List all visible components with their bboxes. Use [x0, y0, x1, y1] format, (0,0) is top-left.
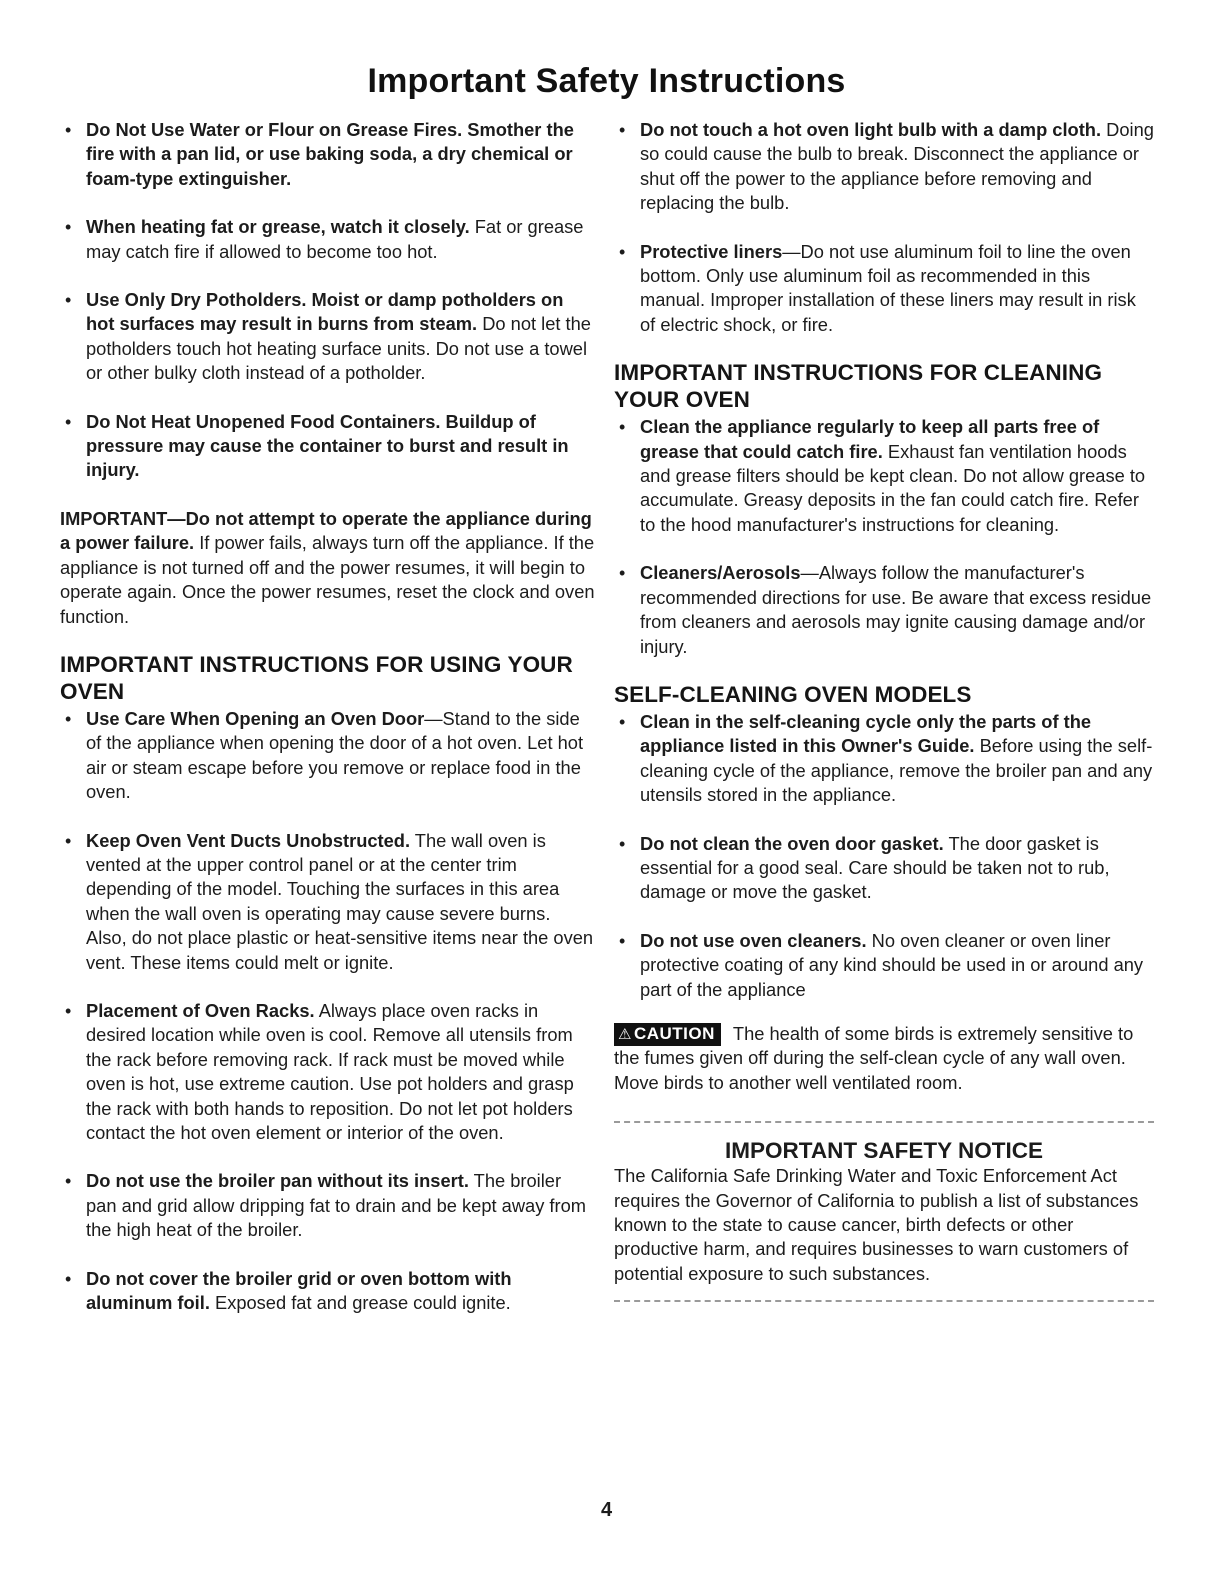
- bullet-icon: •: [619, 711, 626, 732]
- item-text: The door gasket is essential for a good seal. Care should be taken not to rub, damage or move the gasket.: [640, 832, 1110, 903]
- list-item: [60, 410, 595, 483]
- list-item: [614, 118, 1154, 216]
- bullet-icon: •: [619, 120, 626, 140]
- list-item: [614, 561, 1154, 659]
- notice-title: IMPORTANT SAFETY NOTICE: [725, 1138, 1043, 1164]
- item-text: No oven cleaner or oven liner protective coating of any kind should be used in or around any part of the appliance: [640, 929, 1144, 1000]
- item-bold: Use Only Dry Potholders. Moist or damp potholders on hot surfaces may result in burns from steam.: [86, 289, 564, 335]
- list-item: [60, 1169, 595, 1242]
- item-text: —Do not use aluminum foil to line the oven bottom. Only use aluminum foil as recommended in this manual. Improper installation of these liners may result in risk of electric shock, or fire.: [640, 240, 1136, 335]
- item-bold: Clean in the self-cleaning cycle only the parts of the appliance listed in this Owner's Guide.: [640, 710, 1092, 757]
- bullet-icon: •: [65, 708, 72, 729]
- left-column: [60, 118, 595, 1315]
- list-item: [614, 832, 1154, 905]
- section-heading-using: IMPORTANT INSTRUCTIONS FOR USING YOUR OVEN: [60, 651, 573, 704]
- list-item: [60, 288, 595, 386]
- list-item: [60, 999, 595, 1145]
- item-text: Doing so could cause the bulb to break. Disconnect the appliance or shut off the power to the appliance before removing and replacing the bulb.: [640, 119, 1154, 214]
- item-bold: Do not touch a hot oven light bulb with a damp cloth.: [640, 119, 1102, 140]
- item-text: —Stand to the side of the appliance when opening the door of a hot oven. Let hot air or steam escape before you remove or replace food in the oven.: [86, 707, 584, 803]
- divider: [614, 1121, 1154, 1123]
- item-text: Exhaust fan ventilation hoods and grease filters should be kept clean. Do not allow grease to accumulate. Greasy deposits in the fan could catch fire. Refer to the hood manufacturer's instructions for cleaning.: [640, 440, 1146, 535]
- page-title: Important Safety Instructions: [367, 62, 846, 100]
- list-item: [60, 118, 595, 191]
- item-bold: Do Not Use Water or Flour on Grease Fires. Smother the fire with a pan lid, or use baking soda, a dry chemical or foam-type extinguisher.: [86, 119, 574, 189]
- notice-text: The California Safe Drinking Water and Toxic Enforcement Act requires the Governor of California to publish a list of substances known to the state to cause cancer, birth defects or other productive harm, and requires businesses to warn customers of potential exposure to such substances.: [614, 1165, 1139, 1284]
- list-item: [614, 929, 1154, 1002]
- paragraph-text: If power fails, always turn off the appliance. If the appliance is not turned off and the power resumes, it will begin to operate again. Once the power resumes, reset the clock and oven function.: [60, 532, 595, 627]
- list-item: [614, 240, 1154, 338]
- item-text: —Always follow the manufacturer's recommended directions for use. Be aware that excess residue from cleaners and aerosols may ignite causing damage and/or injury.: [640, 562, 1152, 657]
- item-bold: Cleaners/Aerosols: [640, 562, 801, 584]
- bullet-icon: •: [65, 290, 72, 311]
- caution-block: [614, 1022, 1154, 1095]
- list-item: [60, 1267, 595, 1316]
- right-column: [614, 118, 1154, 1302]
- bullet-icon: •: [619, 930, 626, 951]
- bullet-icon: •: [65, 830, 72, 851]
- bullet-icon: •: [619, 241, 626, 262]
- bullet-icon: •: [65, 1268, 72, 1289]
- item-bold: Placement of Oven Racks.: [86, 999, 315, 1021]
- list-item: [60, 215, 595, 264]
- list-item: [614, 415, 1154, 537]
- item-bold: Use Care When Opening an Oven Door: [86, 707, 425, 729]
- item-text: Before using the self-cleaning cycle of the appliance, remove the broiler pan and any utensils stored in the appliance.: [640, 735, 1153, 806]
- caution-badge: [614, 1023, 721, 1046]
- bullet-icon: •: [619, 417, 626, 438]
- caution-text: The health of some birds is extremely sensitive to the fumes given off during the self-clean cycle of any wall oven. Move birds to another well ventilated room.: [614, 1022, 1134, 1093]
- item-bold: Do not use oven cleaners.: [640, 929, 867, 951]
- item-text: The wall oven is vented at the upper control panel or at the center trim depending of the model. Touching the surfaces in this area when the wall oven is operating may cause severe burns. Also, do not place plastic or heat-sensitive items near the oven vent. These items could melt or ignite.: [86, 829, 594, 973]
- paragraph-bold: IMPORTANT—Do not attempt to operate the appliance during a power failure.: [60, 507, 592, 554]
- warning-triangle-icon: ⚠: [618, 1025, 632, 1043]
- item-bold: Do not use the broiler pan without its insert.: [86, 1170, 469, 1192]
- item-bold: Do not cover the broiler grid or oven bottom with aluminum foil.: [86, 1267, 512, 1314]
- bullet-icon: •: [65, 1000, 72, 1021]
- page-number: 4: [600, 1499, 613, 1521]
- item-bold: Protective liners: [640, 240, 783, 262]
- item-bold: Do not clean the oven door gasket.: [640, 832, 944, 854]
- bullet-icon: •: [65, 120, 72, 140]
- bullet-icon: •: [65, 217, 72, 238]
- item-bold: When heating fat or grease, watch it closely.: [86, 216, 470, 238]
- bullet-icon: •: [619, 833, 626, 854]
- item-bold: Keep Oven Vent Ducts Unobstructed.: [86, 829, 411, 851]
- section-heading-self-cleaning: SELF-CLEANING OVEN MODELS: [614, 681, 972, 707]
- caution-label: CAUTION: [633, 1023, 715, 1043]
- power-failure-paragraph: [60, 507, 595, 629]
- list-item: [614, 710, 1154, 808]
- item-text: The broiler pan and grid allow dripping fat to drain and be kept away from the high heat of the broiler.: [86, 1170, 586, 1241]
- list-item: [60, 707, 595, 805]
- section-heading-cleaning: IMPORTANT INSTRUCTIONS FOR CLEANING YOUR OVEN: [614, 360, 1103, 413]
- item-text: Do not let the potholders touch hot heating surface units. Do not use a towel or other bulky cloth instead of a potholder.: [86, 313, 591, 384]
- item-bold: Do Not Heat Unopened Food Containers. Buildup of pressure may cause the container to burst and result in injury.: [86, 410, 569, 481]
- bullet-icon: •: [619, 563, 626, 584]
- bullet-icon: •: [65, 411, 72, 432]
- item-bold: Clean the appliance regularly to keep all parts free of grease that could catch fire.: [640, 416, 1100, 462]
- list-item: [60, 829, 595, 975]
- divider: [614, 1300, 1154, 1302]
- item-text: Exposed fat and grease could ignite.: [209, 1292, 511, 1314]
- item-text: Always place oven racks in desired location while oven is cool. Remove all utensils from the rack before removing rack. If rack must be moved while oven is hot, use extreme caution. Use pot holders and grasp the rack with both hands to reposition. Do not let pot holders contact the hot oven element or interior of the oven.: [86, 999, 574, 1143]
- item-text: Fat or grease may catch fire if allowed to become too hot.: [86, 216, 584, 262]
- bullet-icon: •: [65, 1171, 72, 1192]
